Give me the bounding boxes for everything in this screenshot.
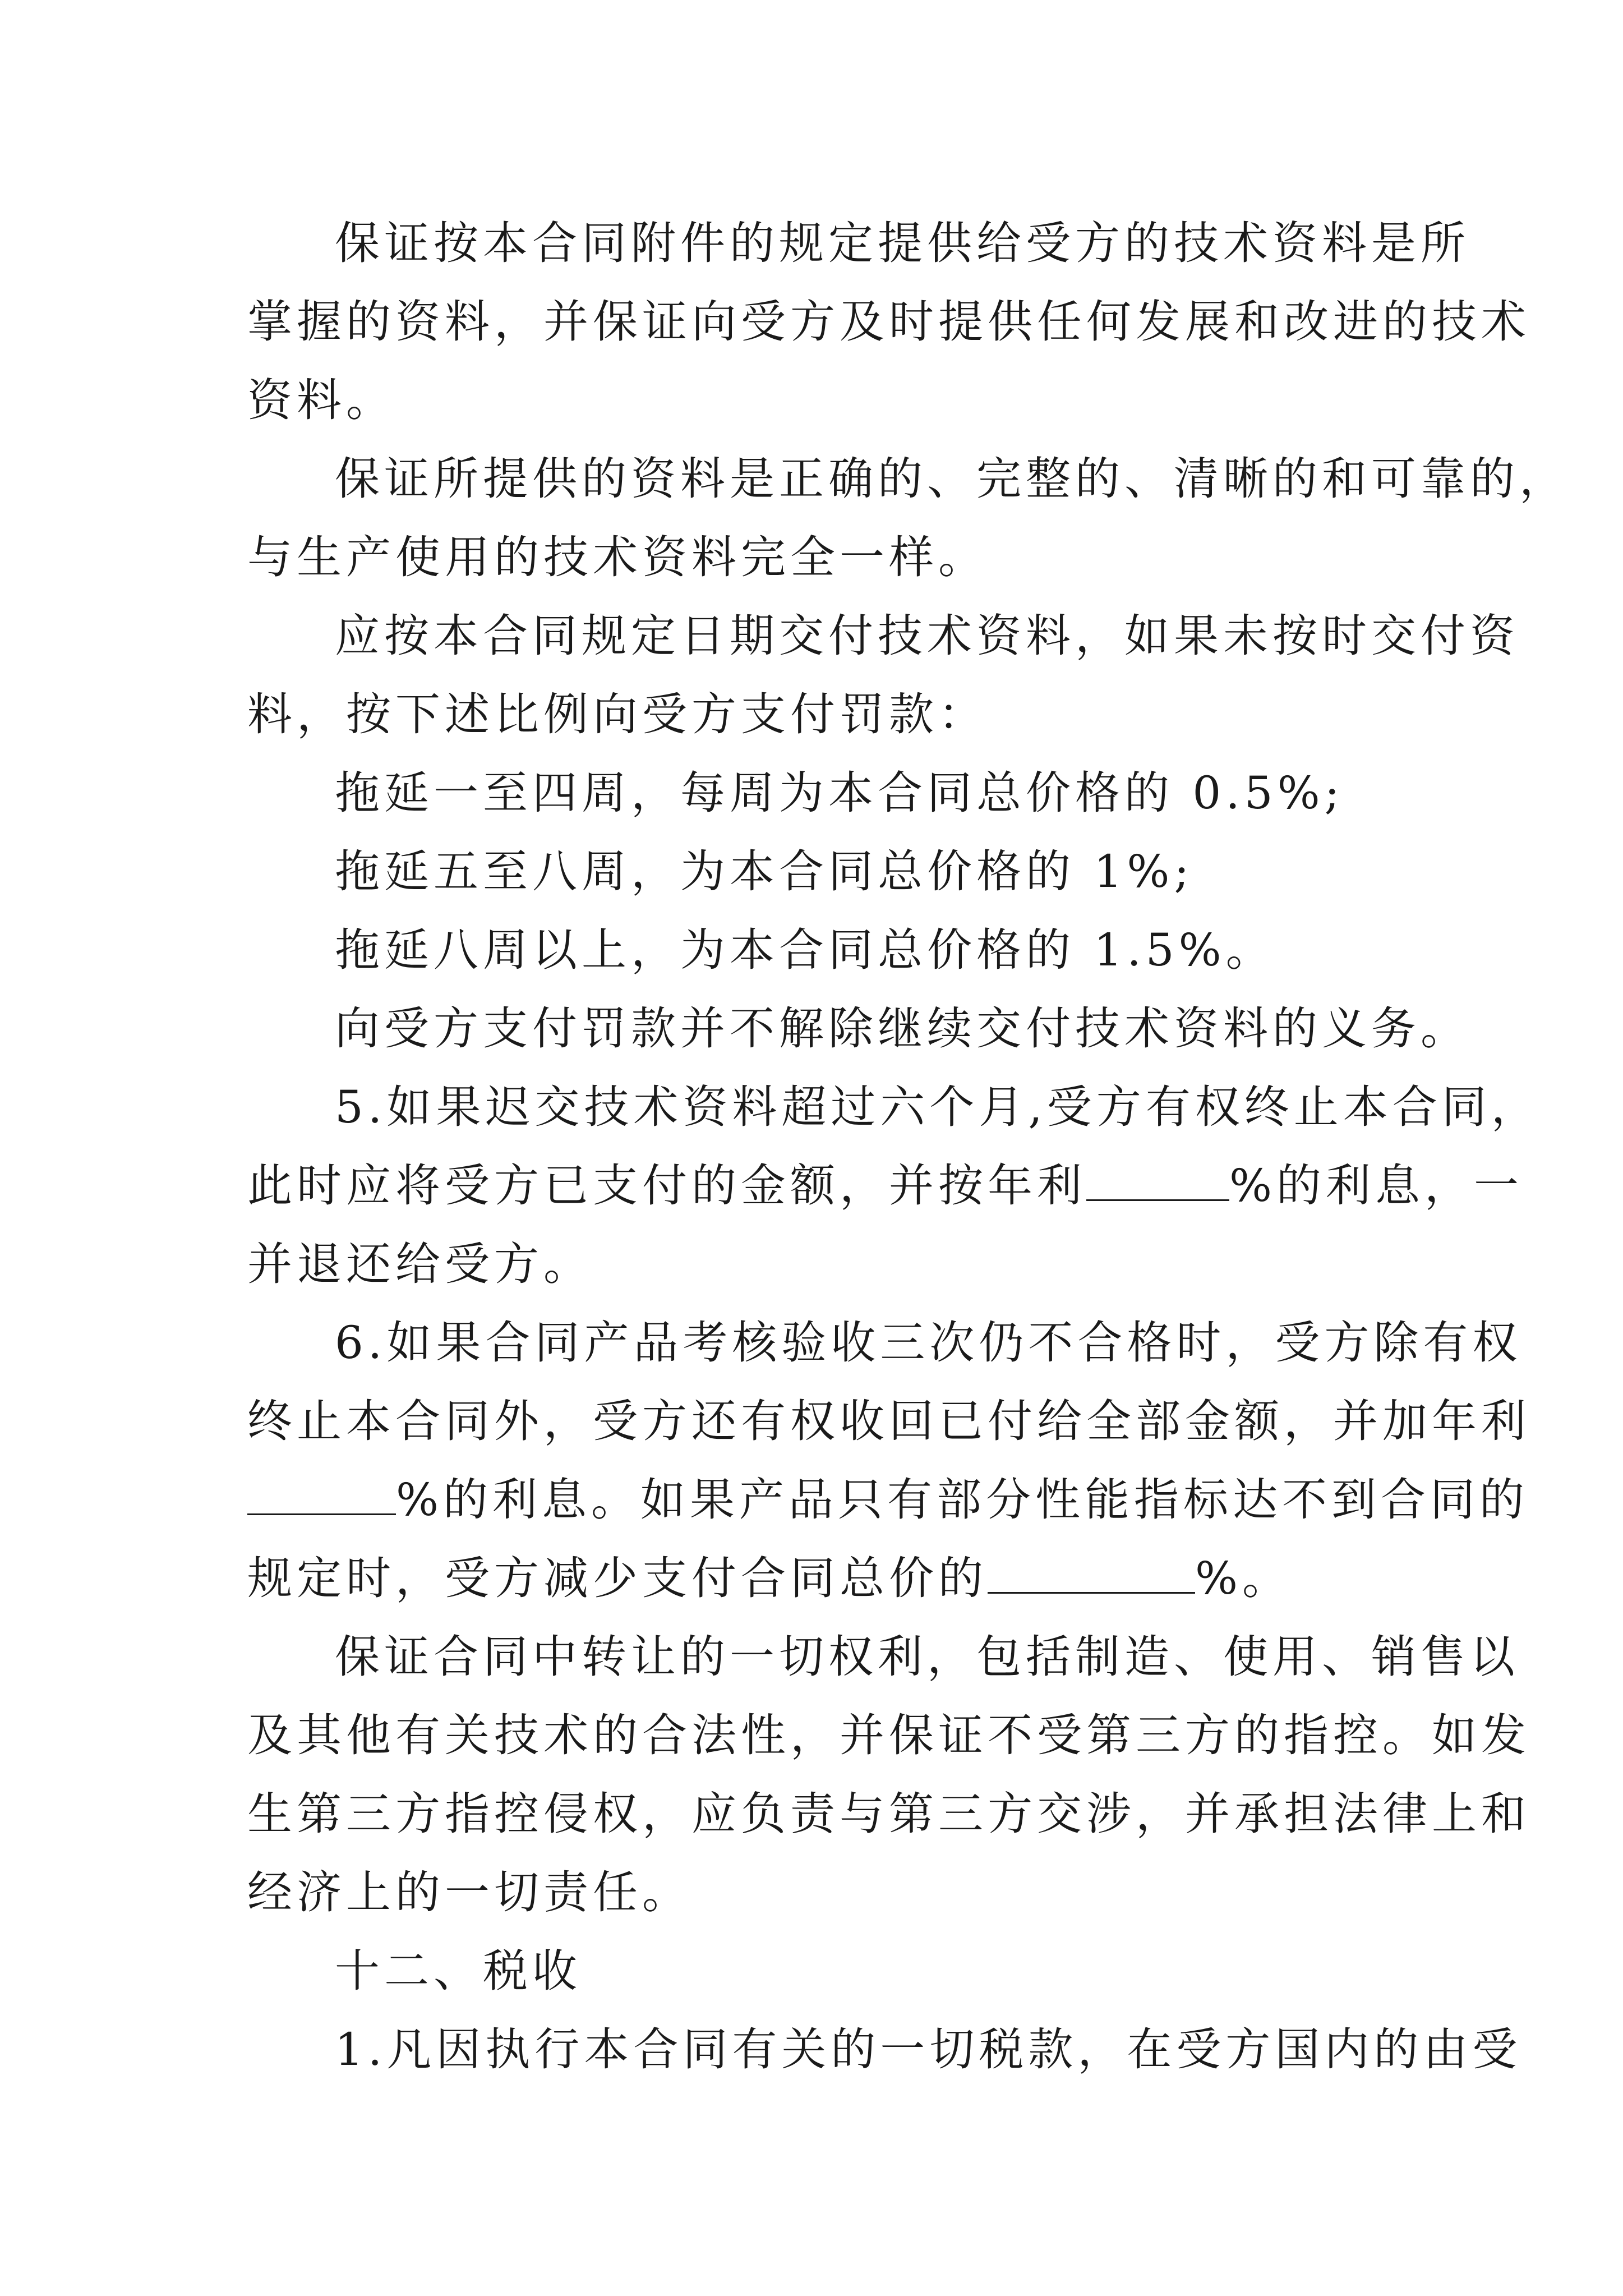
paragraph-line: 拖延八周以上，为本合同总价格的 1.5%。	[335, 924, 1275, 976]
paragraph-line: 料，按下述比例向受方支付罚款：	[247, 688, 988, 740]
paragraph-line: 经济上的一切责任。	[247, 1866, 691, 1918]
paragraph-line-with-blank	[247, 1147, 1523, 1225]
line-text: %的利息。如果产品只有部分性能指标达不到合同的	[396, 1474, 1529, 1526]
paragraph-line: 应按本合同规定日期交付技术资料，如果未按时交付资	[335, 610, 1519, 662]
paragraph-line-with-blank	[247, 1461, 1529, 1539]
paragraph-line: 保证按本合同附件的规定提供给受方的技术资料是所	[335, 217, 1470, 269]
paragraph-line: 与生产使用的技术资料完全一样。	[247, 531, 988, 583]
paragraph-line: 资料。	[247, 374, 395, 426]
paragraph-line: 拖延五至八周，为本合同总价格的 1%;	[335, 845, 1194, 898]
paragraph-line-with-blank	[247, 1539, 1292, 1618]
paragraph-line: 拖延一至四周，每周为本合同总价格的 0.5%;	[335, 767, 1344, 819]
line-text: 规定时，受方减少支付合同总价的	[247, 1552, 988, 1604]
section-heading: 十二、税收	[335, 1945, 582, 1997]
fill-in-blank[interactable]	[247, 1474, 396, 1515]
paragraph-line: 终止本合同外，受方还有权收回已付给全部金额，并加年利	[247, 1395, 1530, 1447]
paragraph-line: 生第三方指控侵权，应负责与第三方交涉，并承担法律上和	[247, 1788, 1530, 1840]
paragraph-line: 1.凡因执行本合同有关的一切税款，在受方国内的由受	[335, 2023, 1522, 2076]
line-text: %的利息，一	[1229, 1159, 1524, 1212]
paragraph-line: 5.如果迟交技术资料超过六个月,受方有权终止本合同，	[335, 1081, 1541, 1133]
paragraph-line: 保证合同中转让的一切权利，包括制造、使用、销售以	[335, 1631, 1519, 1683]
fill-in-blank[interactable]	[1086, 1160, 1229, 1201]
paragraph-line: 掌握的资料，并保证向受方及时提供任何发展和改进的技术	[247, 296, 1530, 348]
paragraph-line: 向受方支付罚款并不解除继续交付技术资料的义务。	[335, 1002, 1470, 1055]
paragraph-line: 及其他有关技术的合法性，并保证不受第三方的指控。如发	[247, 1709, 1530, 1761]
line-text: %。	[1195, 1552, 1292, 1604]
line-text: 此时应将受方已支付的金额，并按年利	[247, 1159, 1086, 1212]
paragraph-line: 6.如果合同产品考核验收三次仍不合格时，受方除有权	[335, 1317, 1522, 1369]
paragraph-line: 保证所提供的资料是正确的、完整的、清晰的和可靠的，	[335, 453, 1569, 505]
fill-in-blank[interactable]	[988, 1553, 1195, 1594]
paragraph-line: 并退还给受方。	[247, 1238, 593, 1290]
